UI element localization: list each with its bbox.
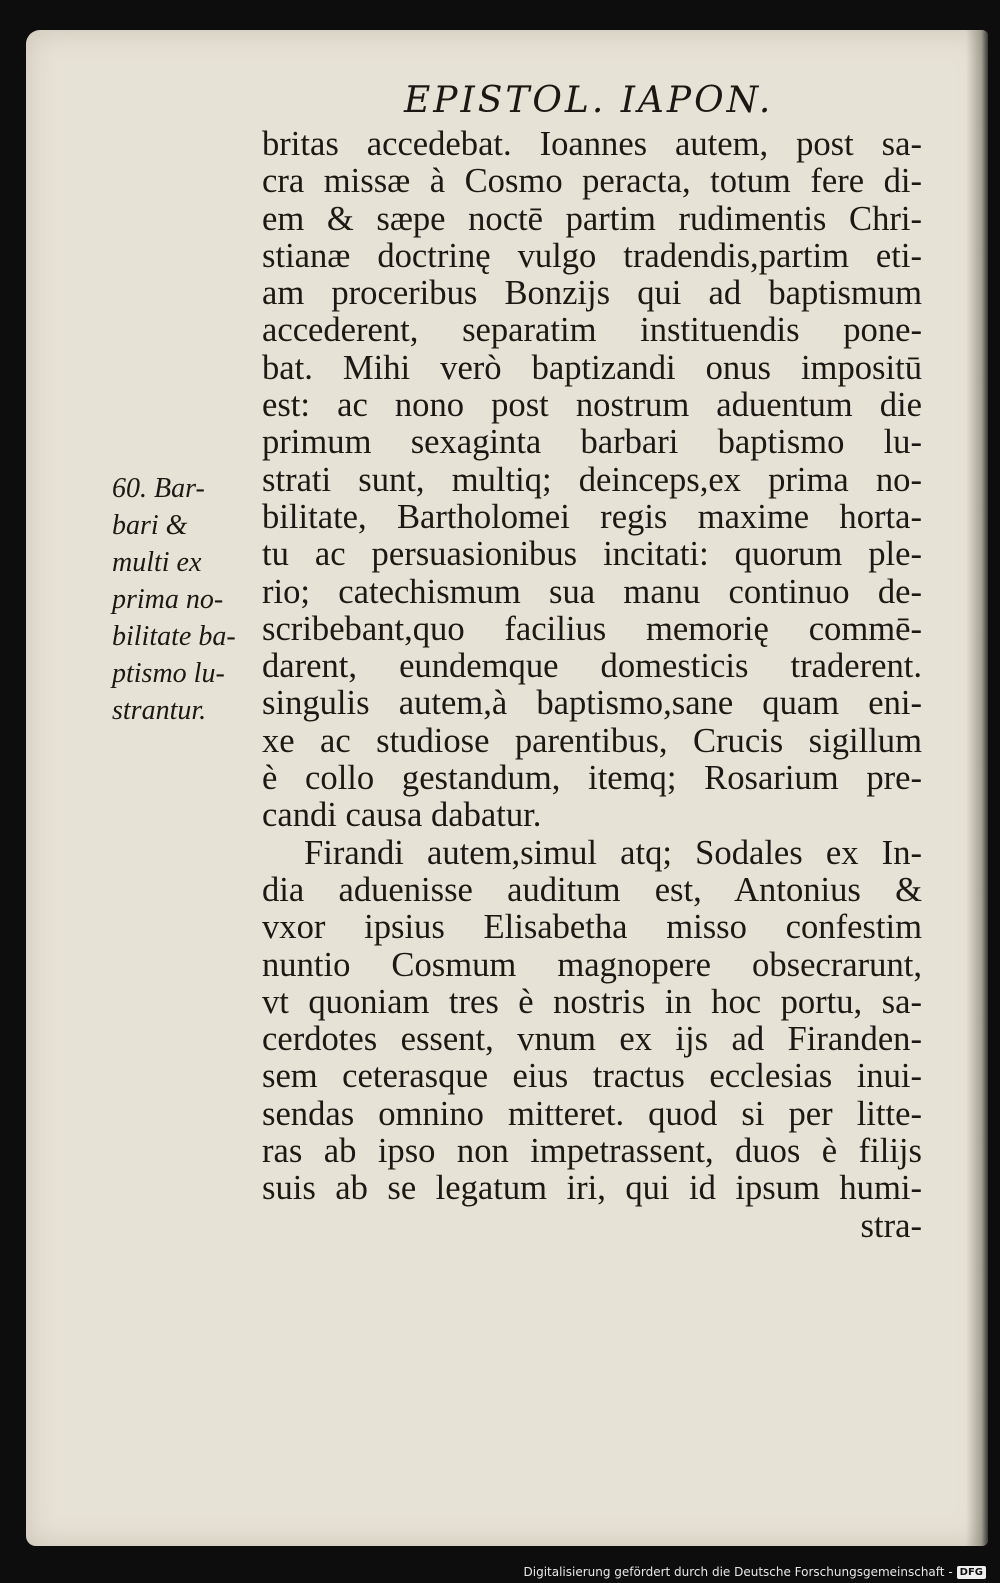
marginal-line: bilitate ba- (112, 621, 236, 652)
text-line: bat. Mihi verò baptizandi onus impositū (262, 348, 922, 387)
page-gutter (966, 30, 988, 1546)
text-line: ras ab ipso non impetrassent, duos è filijs (262, 1132, 922, 1171)
text-line: rio; catechismum sua manu continuo de- (262, 572, 922, 611)
marginal-line: 60. Bar- (112, 473, 205, 504)
text-line: strati sunt, multiq; deinceps,ex prima no- (262, 460, 922, 499)
text-line: am proceribus Bonzijs qui ad baptismum (262, 274, 922, 313)
text-line: bilitate, Bartholomei regis maxime horta- (262, 497, 922, 536)
catchword: stra- (860, 1206, 922, 1245)
text-line: candi causa dabatur. (262, 796, 542, 835)
marginal-line: prima no- (112, 584, 224, 615)
text-line: em & sæpe noctē partim rudimentis Chri- (262, 199, 922, 238)
text-line: vt quoniam tres è nostris in hoc portu, sa- (262, 982, 922, 1021)
dfg-logo: DFG (957, 1566, 986, 1579)
text-line: singulis autem,à baptismo,sane quam eni- (262, 684, 922, 723)
text-line: dia aduenisse auditum est, Antonius & (262, 870, 922, 909)
body-text (262, 126, 922, 1245)
marginal-note (112, 470, 262, 729)
marginal-line: ptismo lu- (112, 658, 225, 689)
text-line: est: ac nono post nostrum aduentum die (262, 386, 922, 425)
text-line: darent, eundemque domesticis traderent. (262, 647, 922, 686)
marginal-line: multi ex (112, 547, 202, 578)
paragraph-start-line: Firandi autem,simul atq; Sodales ex In- (304, 833, 922, 872)
digitization-credit (524, 1565, 987, 1579)
text-line: primum sexaginta barbari baptismo lu- (262, 423, 922, 462)
text-line: scribebant,quo facilius memorię commē- (262, 609, 922, 648)
text-line: sendas omnino mitteret. quod si per litte- (262, 1094, 922, 1133)
text-line: accederent, separatim instituendis pone- (262, 311, 922, 350)
text-line: tu ac persuasionibus incitati: quorum ple- (262, 535, 922, 574)
text-line: stianæ doctrinę vulgo tradendis,partim eti- (262, 236, 922, 275)
text-line: vxor ipsius Elisabetha misso confestim (262, 908, 922, 947)
text-line: britas accedebat. Ioannes autem, post sa- (262, 125, 922, 163)
credit-text: Digitalisierung gefördert durch die Deutsche Forschungsgemeinschaft - (523, 1565, 953, 1579)
text-line: nuntio Cosmum magnopere obsecrarunt, (262, 945, 922, 984)
text-line: sem ceterasque eius tractus ecclesias inui- (262, 1057, 922, 1096)
marginal-line: strantur. (112, 695, 207, 726)
marginal-line: bari & (112, 510, 188, 541)
text-line: suis ab se legatum iri, qui id ipsum humi- (262, 1169, 922, 1208)
text-line: xe ac studiose parentibus, Crucis sigillum (262, 721, 922, 760)
text-line: cra missæ à Cosmo peracta, totum fere di- (262, 162, 922, 201)
text-line: cerdotes essent, vnum ex ijs ad Firanden- (262, 1020, 922, 1059)
running-head: EPISTOL. IAPON. (404, 80, 774, 121)
text-line: è collo gestandum, itemq; Rosarium pre- (262, 759, 922, 798)
